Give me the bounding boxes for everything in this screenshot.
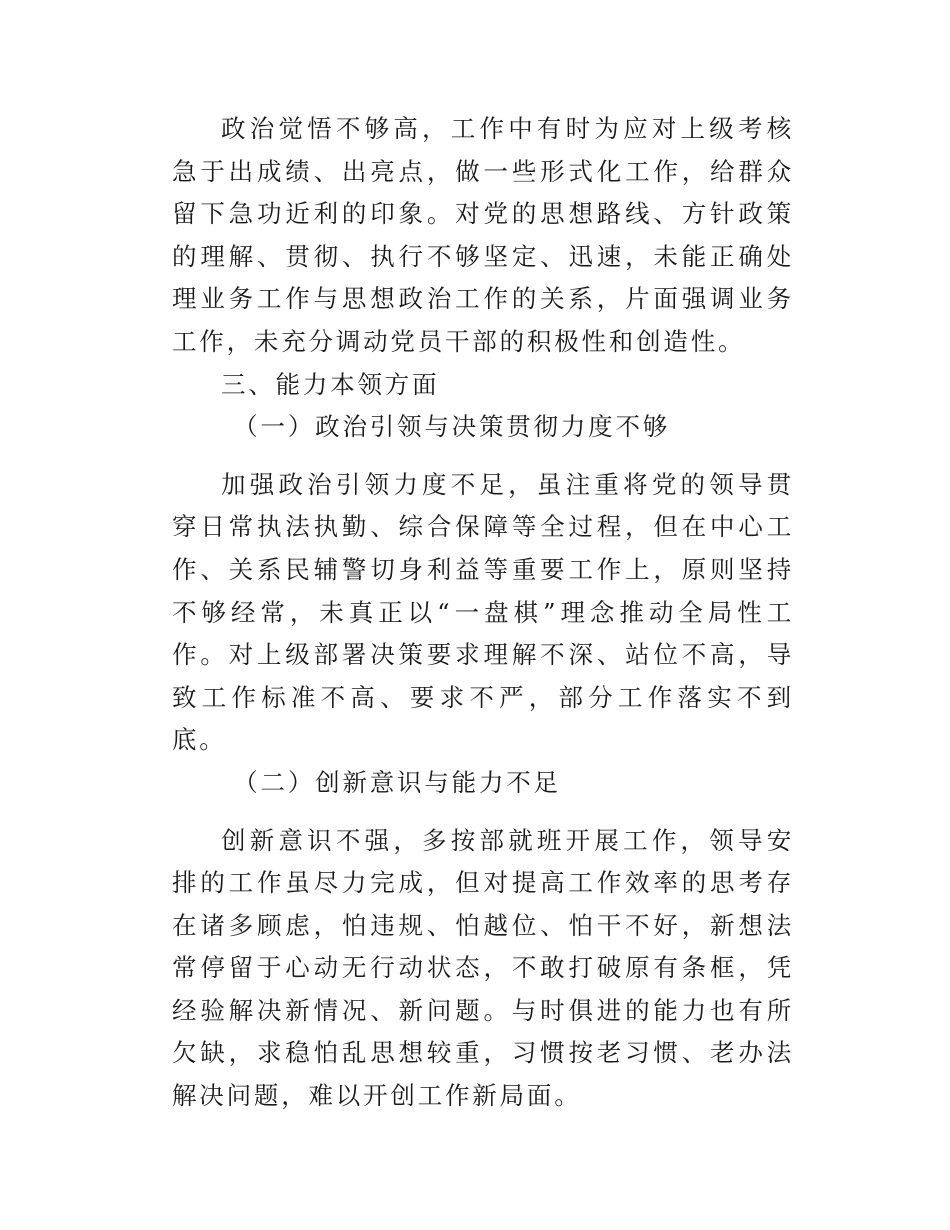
section-heading-ability: 三、能力本领方面 — [221, 369, 440, 399]
subheading-innovation: （二）创新意识与能力不足 — [233, 767, 561, 797]
paragraph-political-awareness: 政治觉悟不够高，工作中有时为应对上级考核急于出成绩、出亮点，做一些形式化工作，给群众留下急功近利的印象。对党的思想路线、方针政策的理解、贯彻、执行不够坚定、迅速，未能正确处理业务工作与思想政治工作的关系，片面强调业务工作，未充分调动党员干部的积极性和创造性。 — [172, 114, 794, 356]
subheading-political-leadership: （一）政治引领与决策贯彻力度不够 — [233, 412, 671, 442]
document-body — [172, 108, 794, 1118]
paragraph-political-leadership: 加强政治引领力度不足，虽注重将党的领导贯穿日常执法执勤、综合保障等全过程，但在中心工作、关系民辅警切身利益等重要工作上，原则坚持不够经常，未真正以“一盘棋”理念推动全局性工作。对上级部署决策要求理解不深、站位不高，导致工作标准不高、要求不严，部分工作落实不到底。 — [172, 469, 794, 755]
paragraph-innovation: 创新意识不强，多按部就班开展工作，领导安排的工作虽尽力完成，但对提高工作效率的思考存在诸多顾虑，怕违规、怕越位、怕干不好，新想法常停留于心动无行动状态，不敢打破原有条框，凭经验解决新情况、新问题。与时俱进的能力也有所欠缺，求稳怕乱思想较重，习惯按老习惯、老办法解决问题，难以开创工作新局面。 — [172, 825, 794, 1111]
